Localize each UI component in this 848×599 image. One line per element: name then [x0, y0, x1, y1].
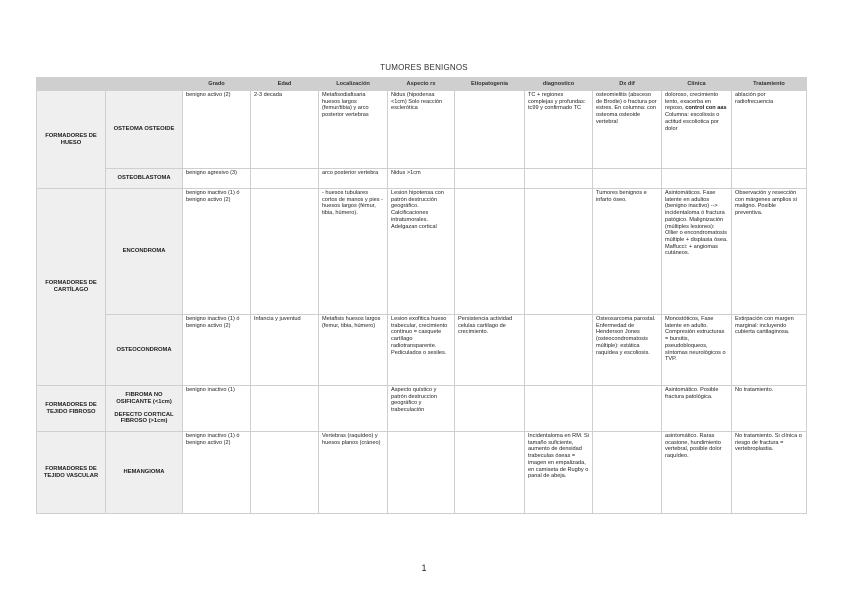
cell-edad — [251, 386, 319, 432]
cell-dx-dif — [593, 432, 662, 514]
header-cell: Etiopatogenia — [455, 78, 525, 91]
tumor-name — [106, 386, 183, 432]
cell-tratamiento: Observación y resección con márgenes amplios si maligno. Posible preventiva. — [732, 189, 807, 315]
table-row — [37, 432, 807, 514]
cell-aspecto-rx: Aspecto quístico y patrón destruccion geográfico y trabeculación — [388, 386, 455, 432]
clinica-text: doloroso, crecimiento lento, exacerba en reposo, — [665, 92, 719, 112]
cell-dx-dif: osteomielitis (absceso de Brodie) o fractura por estres. En columna: con osteoma osteoide vertebral — [593, 91, 662, 169]
cell-dx-dif: Osteosarcoma parostal. Enfermedad de Henderson Jones (osteocondromatosis múltiple): estática raquídea y escoliosis. — [593, 315, 662, 386]
cell-localizacion: - huesos tubulares cortos de manos y pies - huesos largos (fémur, tibia, húmero). — [319, 189, 388, 315]
cell-edad — [251, 432, 319, 514]
cell-localizacion: Vertebras (raquídeo) y huesos planos (cráneo) — [319, 432, 388, 514]
cell-aspecto-rx: Lesion hipotensa con patrón destrucción geográfico. Calcificaciones intratumorales. Adelgazan cortical — [388, 189, 455, 315]
tumor-name-line: FIBROMA NO OSIFICANTE (<1cm) — [116, 392, 172, 405]
group-label: FORMADORES DE TEJIDO FIBROSO — [37, 386, 106, 432]
header-cell: Aspecto rx — [388, 78, 455, 91]
header-cell: Tratamiento — [732, 78, 807, 91]
header-cell — [37, 78, 106, 91]
table-row — [37, 315, 807, 386]
cell-etiopatogenia: Persistencia actividad celulas cartilago de crecimiento. — [455, 315, 525, 386]
cell-localizacion: arco posterior vertebra — [319, 169, 388, 189]
tumor-name: ENCONDROMA — [106, 189, 183, 315]
cell-diagnostico — [525, 189, 593, 315]
header-cell: diagnostico — [525, 78, 593, 91]
table-row — [37, 189, 807, 315]
cell-aspecto-rx — [388, 432, 455, 514]
table-row — [37, 386, 807, 432]
cell-clinica: Asintomáticos. Fase latente en adultos (benigno inactivo) --> incidentaloma ó fractura patógico. Malignización (múltiples lesiones): Ollier o encondromatosis múltiple + displasia ósea. Maffucci: + angiomas cutáneos. — [662, 189, 732, 315]
cell-aspecto-rx: Lesion exofitica hueso trabecular, crecimiento continuo = casquete cartílago radiotransparente. Pediculados o sesiles. — [388, 315, 455, 386]
cell-clinica: Monostóticos, Fase latente en adulto. Compresión estructuras = bursitis, pseudobloqueos, síntomas neurológicos o TVP. — [662, 315, 732, 386]
cell-edad — [251, 189, 319, 315]
tumor-name: HEMANGIOMA — [106, 432, 183, 514]
cell-clinica — [662, 169, 732, 189]
table-row — [37, 169, 807, 189]
tumor-name-line: DEFECTO CORTICAL FIBROSO (>1cm) — [114, 411, 174, 425]
cell-diagnostico — [525, 315, 593, 386]
cell-edad: 2-3 decada — [251, 91, 319, 169]
cell-diagnostico: TC + regiones complejas y profundas: tc99 y confirmado TC — [525, 91, 593, 169]
header-cell: Edad — [251, 78, 319, 91]
cell-aspecto-rx: Nidus >1cm — [388, 169, 455, 189]
tumors-table — [36, 77, 807, 514]
table-row — [37, 91, 807, 169]
cell-tratamiento: No tratamiento. Si clínica o riesgo de fractura = vertebroplastia. — [732, 432, 807, 514]
cell-edad: Infancia y juventud — [251, 315, 319, 386]
cell-etiopatogenia — [455, 386, 525, 432]
cell-tratamiento — [732, 169, 807, 189]
header-cell — [106, 78, 183, 91]
cell-grado: benigno activo (2) — [183, 91, 251, 169]
group-label: FORMADORES DE HUESO — [37, 91, 106, 189]
tumor-name: OSTEOMA OSTEOIDE — [106, 91, 183, 169]
group-label: FORMADORES DE CARTÍLAGO — [37, 189, 106, 386]
cell-edad — [251, 169, 319, 189]
cell-etiopatogenia — [455, 189, 525, 315]
cell-diagnostico — [525, 386, 593, 432]
cell-diagnostico: Incidentaloma en RM. Si tamaño suficiente, aumento de densidad trabeculas óseas = imagen en empalizada, en camiseta de Rugby o panal de abeja. — [525, 432, 593, 514]
cell-grado: benigno agresivo (3) — [183, 169, 251, 189]
clinica-bold: control con aas — [685, 105, 727, 112]
header-cell: Dx dif — [593, 78, 662, 91]
cell-clinica: Asintomático. Posible fractura patológica. — [662, 386, 732, 432]
cell-grado: benigno inactivo (1) ó benigno activo (2) — [183, 432, 251, 514]
cell-diagnostico — [525, 169, 593, 189]
cell-tratamiento: Extirpación con margen marginal: incluyendo cubierta cartilaginosa. — [732, 315, 807, 386]
cell-etiopatogenia — [455, 432, 525, 514]
cell-localizacion: Metafisodiafisaria huesos largos (femur/tibia) y arco posterior vertebras — [319, 91, 388, 169]
cell-grado: benigno inactivo (1) ó benigno activo (2) — [183, 315, 251, 386]
page-number: 1 — [421, 563, 427, 573]
cell-etiopatogenia — [455, 169, 525, 189]
cell-tratamiento: No tratamiento. — [732, 386, 807, 432]
cell-dx-dif — [593, 169, 662, 189]
cell-grado: benigno inactivo (1) — [183, 386, 251, 432]
cell-etiopatogenia — [455, 91, 525, 169]
cell-clinica — [662, 91, 732, 169]
cell-grado: benigno inactivo (1) ó benigno activo (2) — [183, 189, 251, 315]
tumor-name: OSTEOBLASTOMA — [106, 169, 183, 189]
header-cell: Localización — [319, 78, 388, 91]
cell-aspecto-rx: Nidus (hipodensa <1cm) Solo reacción esclerótica — [388, 91, 455, 169]
header-cell: Grado — [183, 78, 251, 91]
cell-dx-dif — [593, 386, 662, 432]
tumor-name: OSTEOCONDROMA — [106, 315, 183, 386]
header-cell: Clínica — [662, 78, 732, 91]
clinica-tail: Columna: escoliosis o actitud escoliotica por dolor — [665, 112, 720, 132]
page-title: TUMORES BENIGNOS — [380, 63, 468, 72]
group-label: FORMADORES DE TEJIDO VASCULAR — [37, 432, 106, 514]
cell-localizacion: Metafisis huesos largos (femur, tibia, húmero) — [319, 315, 388, 386]
header-row — [37, 78, 807, 91]
cell-dx-dif: Tumores benignos e infarto óseo. — [593, 189, 662, 315]
cell-localizacion — [319, 386, 388, 432]
cell-clinica: asintomático. Raras ocasione, hundimiento vertebral, posible dolor raquídeo. — [662, 432, 732, 514]
cell-tratamiento: ablación por radiofrecuencia — [732, 91, 807, 169]
